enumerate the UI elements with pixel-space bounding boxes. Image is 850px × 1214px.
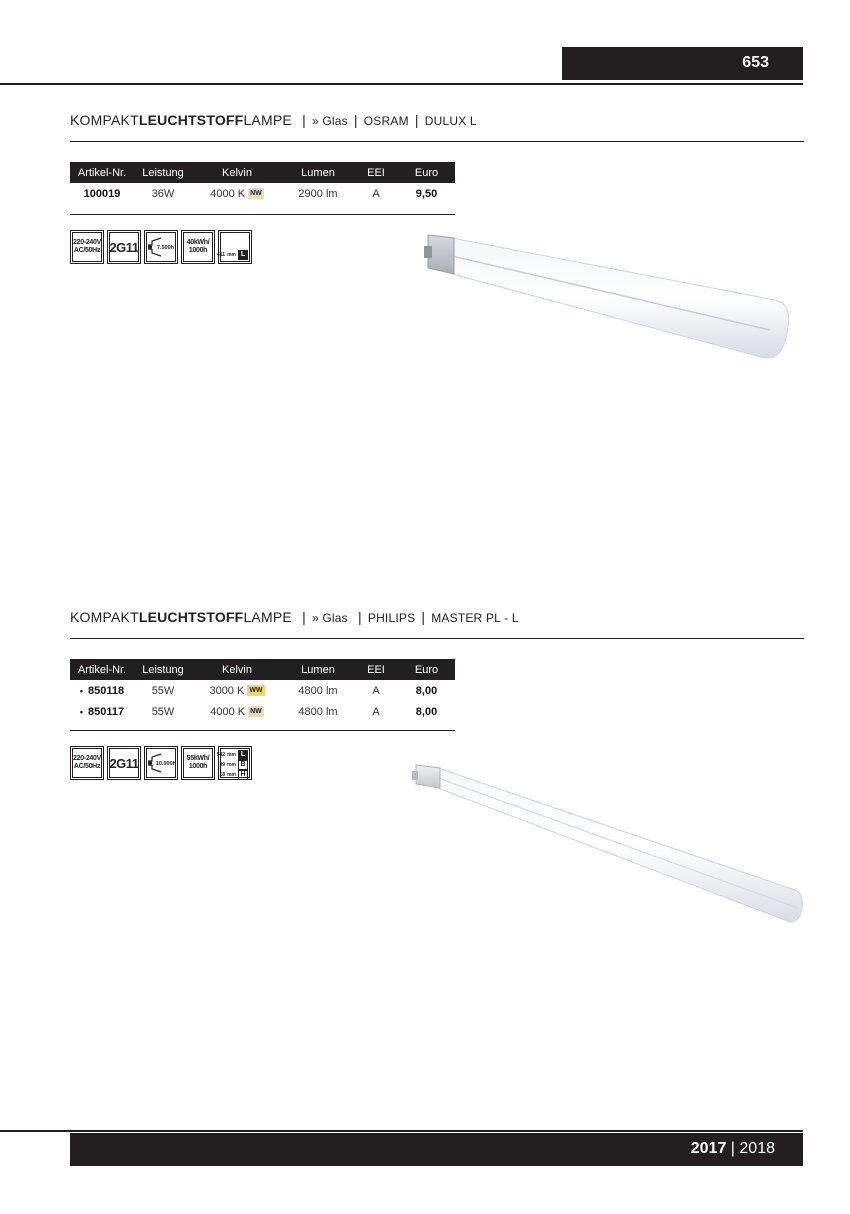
kelvin-value: 3000 K WW: [209, 684, 263, 697]
socket-icon: 2G11: [107, 230, 141, 264]
lumen-value: 4800 lm: [298, 705, 338, 718]
col-price: Euro: [398, 162, 455, 183]
col-eei: EEI: [354, 162, 398, 183]
product-section-osram: [70, 112, 804, 258]
col-lumen: Lumen: [282, 162, 354, 183]
model-label: MASTER PL - L: [431, 611, 519, 625]
year-next: 2018: [739, 1140, 775, 1157]
eei-value: A: [372, 684, 380, 697]
title-part-1: KOMPAKT: [70, 112, 139, 128]
col-power: Leistung: [134, 162, 192, 183]
table-header-row: [70, 162, 455, 183]
eei-value: A: [372, 187, 380, 200]
col-article: Artikel-Nr.: [70, 659, 134, 680]
year-current: 2017: [690, 1140, 727, 1157]
section-title: KOMPAKTLEUCHTSTOFFLAMPE | » Glas | OSRAM | DULUX L: [70, 112, 477, 128]
table-row: [70, 701, 455, 722]
bottom-divider: [0, 1130, 803, 1132]
price-value: 8,00: [415, 684, 438, 697]
power-value: 55W: [151, 684, 175, 697]
section-title: KOMPAKTLEUCHTSTOFFLAMPE | » Glas | PHILIPS | MASTER PL - L: [70, 609, 519, 625]
title-part-3: LAMPE: [243, 112, 292, 128]
section-divider: [70, 638, 804, 639]
dimension-length: 411 mm L: [217, 250, 248, 260]
material-label: » Glas: [311, 114, 348, 128]
voltage-icon: 220-240V AC/50Hz: [70, 230, 104, 264]
dimension-icon: [218, 230, 252, 264]
dimension-width: 39 mm B: [220, 760, 248, 770]
title-part-1: KOMPAKT: [70, 609, 139, 625]
kelvin-value: 4000 K NW: [210, 187, 262, 200]
spec-table: [70, 659, 455, 722]
price-value: 8,00: [415, 705, 438, 718]
brand-label: PHILIPS: [367, 611, 416, 625]
col-price: Euro: [398, 659, 455, 680]
section-divider: [70, 141, 804, 142]
brand-label: OSRAM: [363, 114, 409, 128]
page-number-bar: [562, 47, 803, 80]
product-section-philips: [70, 609, 804, 778]
page-number: 653: [742, 54, 769, 71]
table-bottom-rule: [70, 730, 455, 731]
feature-icons: [70, 746, 252, 780]
table-bottom-rule: [70, 214, 455, 215]
col-power: Leistung: [134, 659, 192, 680]
article-number: 100019: [83, 187, 121, 200]
price-value: 9,50: [415, 187, 438, 200]
feature-icons: [70, 230, 252, 264]
lamp-image-osram: [420, 232, 800, 372]
socket-icon: 2G11: [107, 746, 141, 780]
color-tone-badge: WW: [249, 687, 263, 695]
col-kelvin: Kelvin: [192, 162, 282, 183]
col-eei: EEI: [354, 659, 398, 680]
top-divider: [0, 83, 803, 85]
dimension-length: 542 mm L: [217, 750, 248, 760]
dimension-height: 18 mm H: [220, 770, 248, 780]
color-tone-badge: NW: [250, 708, 262, 716]
col-article: Artikel-Nr.: [70, 162, 134, 183]
power-value: 36W: [151, 187, 175, 200]
title-part-2: LEUCHTSTOFF: [138, 609, 244, 625]
table-row: [70, 183, 455, 204]
footer-year-bar: [70, 1133, 803, 1166]
col-lumen: Lumen: [282, 659, 354, 680]
material-label: » Glas: [311, 611, 348, 625]
energy-icon: 40kWh/ 1000h: [181, 230, 215, 264]
title-part-2: LEUCHTSTOFF: [138, 112, 244, 128]
lifetime-icon: 10.000h: [144, 746, 178, 780]
lumen-value: 4800 lm: [298, 684, 338, 697]
model-label: DULUX L: [424, 114, 477, 128]
col-kelvin: Kelvin: [192, 659, 282, 680]
title-part-3: LAMPE: [243, 609, 292, 625]
catalog-years: [691, 1140, 775, 1158]
article-number: • 850117: [79, 705, 125, 718]
article-number: • 850118: [79, 684, 125, 697]
table-header-row: [70, 659, 455, 680]
eei-value: A: [372, 705, 380, 718]
year-separator: |: [730, 1140, 735, 1157]
lumen-value: 2900 lm: [298, 187, 338, 200]
table-row: [70, 680, 455, 701]
spec-table: [70, 162, 455, 204]
lamp-image-philips: [410, 762, 805, 932]
lifetime-icon: 7.500h: [144, 230, 178, 264]
voltage-icon: 220-240V AC/50Hz: [70, 746, 104, 780]
energy-icon: 55kWh/ 1000h: [181, 746, 215, 780]
power-value: 55W: [151, 705, 175, 718]
dimension-icon: [218, 746, 252, 780]
color-tone-badge: NW: [250, 190, 262, 198]
kelvin-value: 4000 K NW: [210, 705, 262, 718]
